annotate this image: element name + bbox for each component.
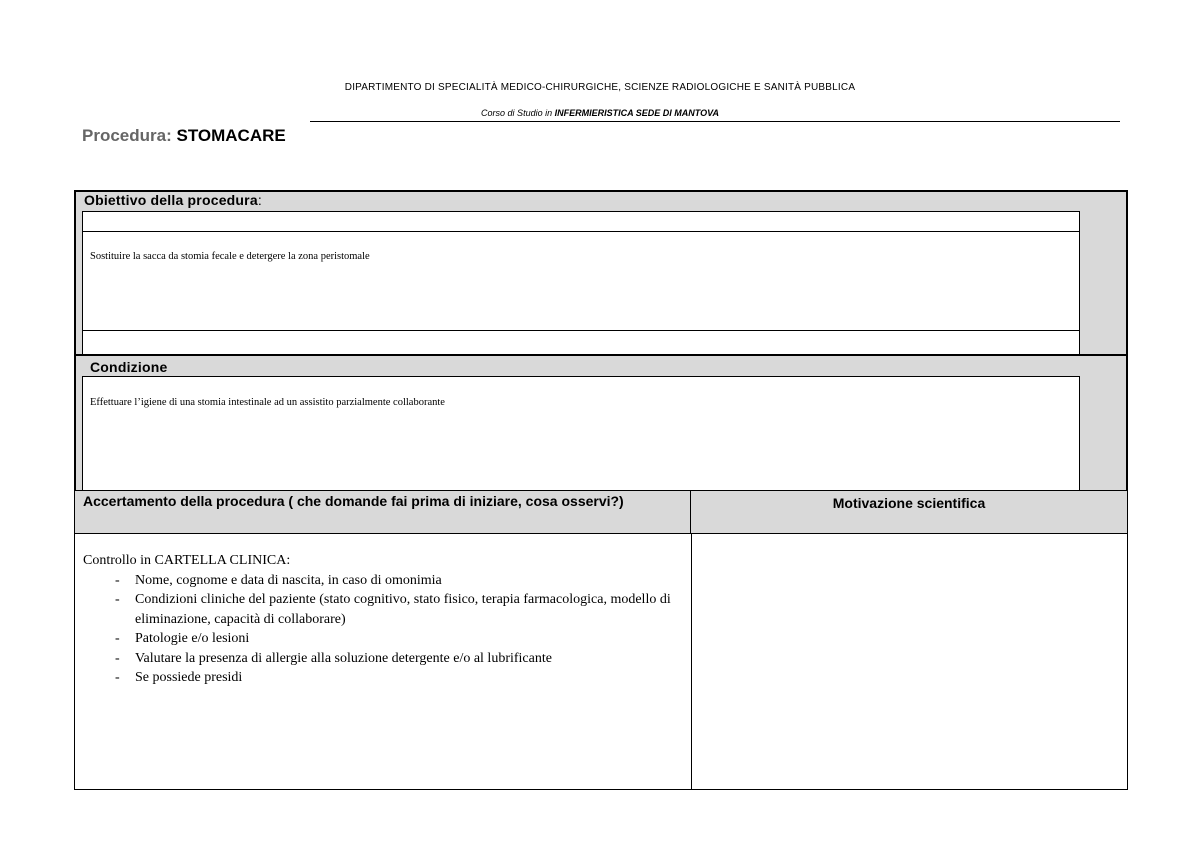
assessment-intro: Controllo in CARTELLA CLINICA: (83, 553, 291, 568)
header-rule (310, 121, 1120, 122)
condition-text: Effettuare l’igiene di una stomia intestinale ad un assistito parzialmente collaborante (90, 397, 445, 408)
assessment-header: Accertamento della procedura ( che domande fai prima di iniziare, cosa osservi?) (75, 491, 691, 533)
department-header: DIPARTIMENTO DI SPECIALITÀ MEDICO-CHIRURGICHE, SCIENZE RADIOLOGICHE E SANITÀ PUBBLICA (344, 82, 856, 93)
objective-bottom-row (82, 330, 1080, 354)
objective-text: Sostituire la sacca da stomia fecale e detergere la zona peristomale (90, 251, 370, 262)
procedure-title (82, 126, 286, 146)
objective-text-box (82, 231, 1080, 331)
objective-blank-row (82, 211, 1080, 232)
procedure-name: STOMACARE (176, 126, 286, 145)
objective-label-text: Obiettivo della procedura (84, 192, 258, 208)
column-divider (691, 533, 692, 789)
assessment-item: - Se possiede presidi (83, 668, 683, 688)
assessment-item: - Valutare la presenza di allergie alla soluzione detergente e/o al lubrificante (83, 649, 683, 669)
assessment-item: - Nome, cognome e data di nascita, in caso di omonimia (83, 571, 683, 591)
course-prefix: Corso di Studio in (481, 108, 553, 118)
course-name: INFERMIERISTICA SEDE DI MANTOVA (554, 108, 719, 118)
assessment-item: - Patologie e/o lesioni (83, 629, 683, 649)
section-divider (74, 354, 1128, 356)
course-line (0, 108, 1200, 118)
procedure-label: Procedura: (82, 126, 172, 145)
assessment-list (83, 571, 683, 688)
objective-label (84, 192, 262, 208)
assessment-content (83, 551, 683, 688)
condition-label: Condizione (90, 359, 168, 375)
condition-text-box (82, 376, 1080, 492)
assessment-item: - Condizioni cliniche del paziente (stato cognitivo, stato fisico, terapia farmacologica, modello di eliminazione, capacità di collaborare) (83, 590, 683, 629)
motivation-header: Motivazione scientifica (691, 491, 1127, 533)
objective-colon: : (257, 192, 262, 208)
assessment-header-rule (75, 533, 1127, 534)
assessment-table (74, 490, 1128, 790)
